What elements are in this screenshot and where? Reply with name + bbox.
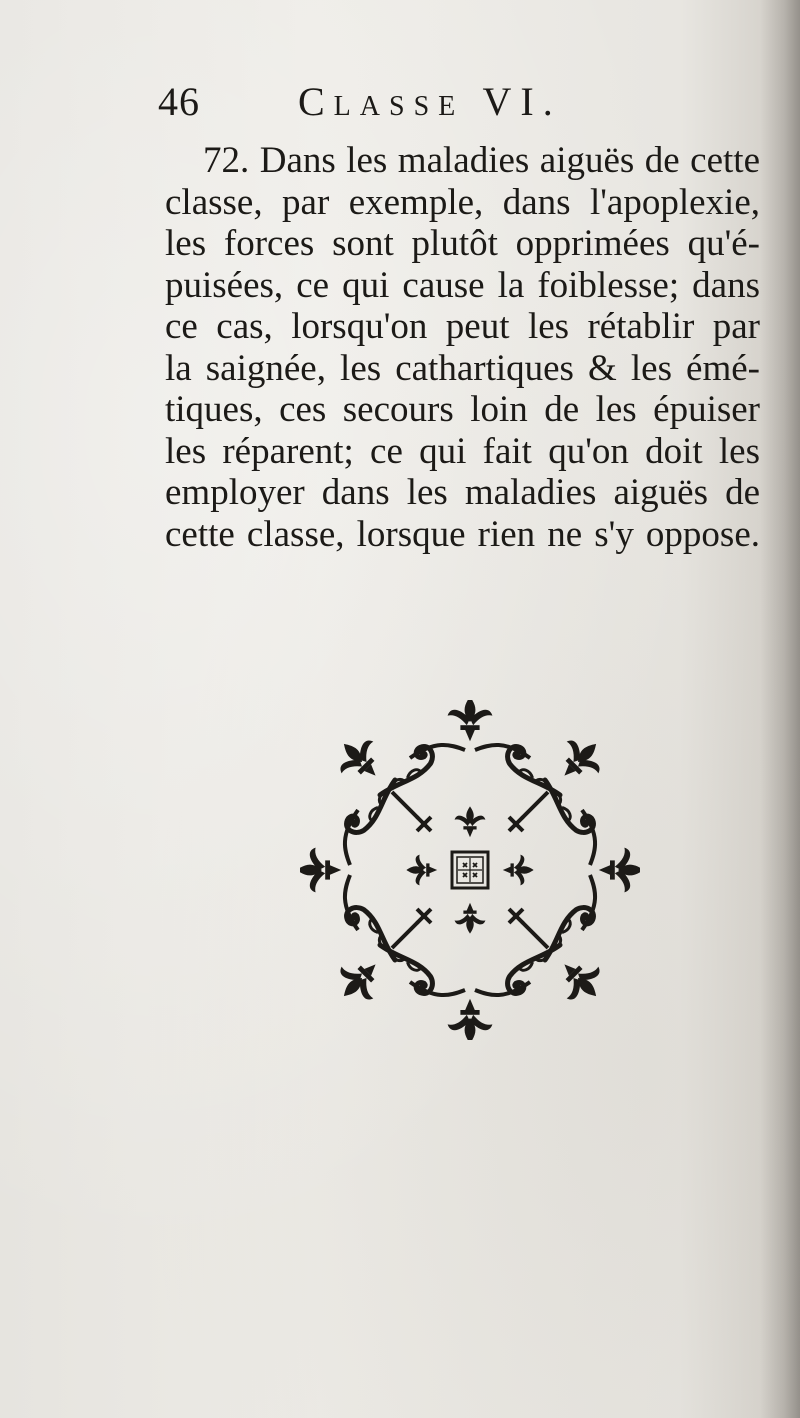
paragraph-72 [165, 140, 760, 555]
text-line: tiques, ces secours loin de les épuiser [165, 389, 760, 430]
text-line: 72. Dans les maladies aiguës de cette [203, 140, 760, 181]
page-number: 46 [158, 79, 200, 124]
text-line: puisées, ce qui cause la foiblesse; dans [165, 264, 760, 306]
page-header [158, 78, 758, 128]
text-line: ce cas, lorsqu'on peut les rétablir par [165, 306, 760, 347]
text-line: la saignée, les cathartiques & les émé- [165, 347, 760, 389]
text-line: classe, par exemple, dans l'apoplexie, [165, 181, 760, 223]
fleuron-ornament [300, 700, 640, 1040]
running-head: Classe VI. [298, 79, 562, 124]
page-gutter-shadow [760, 0, 800, 1418]
text-line: cette classe, lorsque rien ne s'y oppose. [165, 513, 760, 555]
text-line: employer dans les maladies aiguës de [165, 472, 760, 513]
text-line: les réparent; ce qui fait qu'on doit les [165, 430, 760, 472]
text-line: les forces sont plutôt opprimées qu'é- [165, 223, 760, 264]
